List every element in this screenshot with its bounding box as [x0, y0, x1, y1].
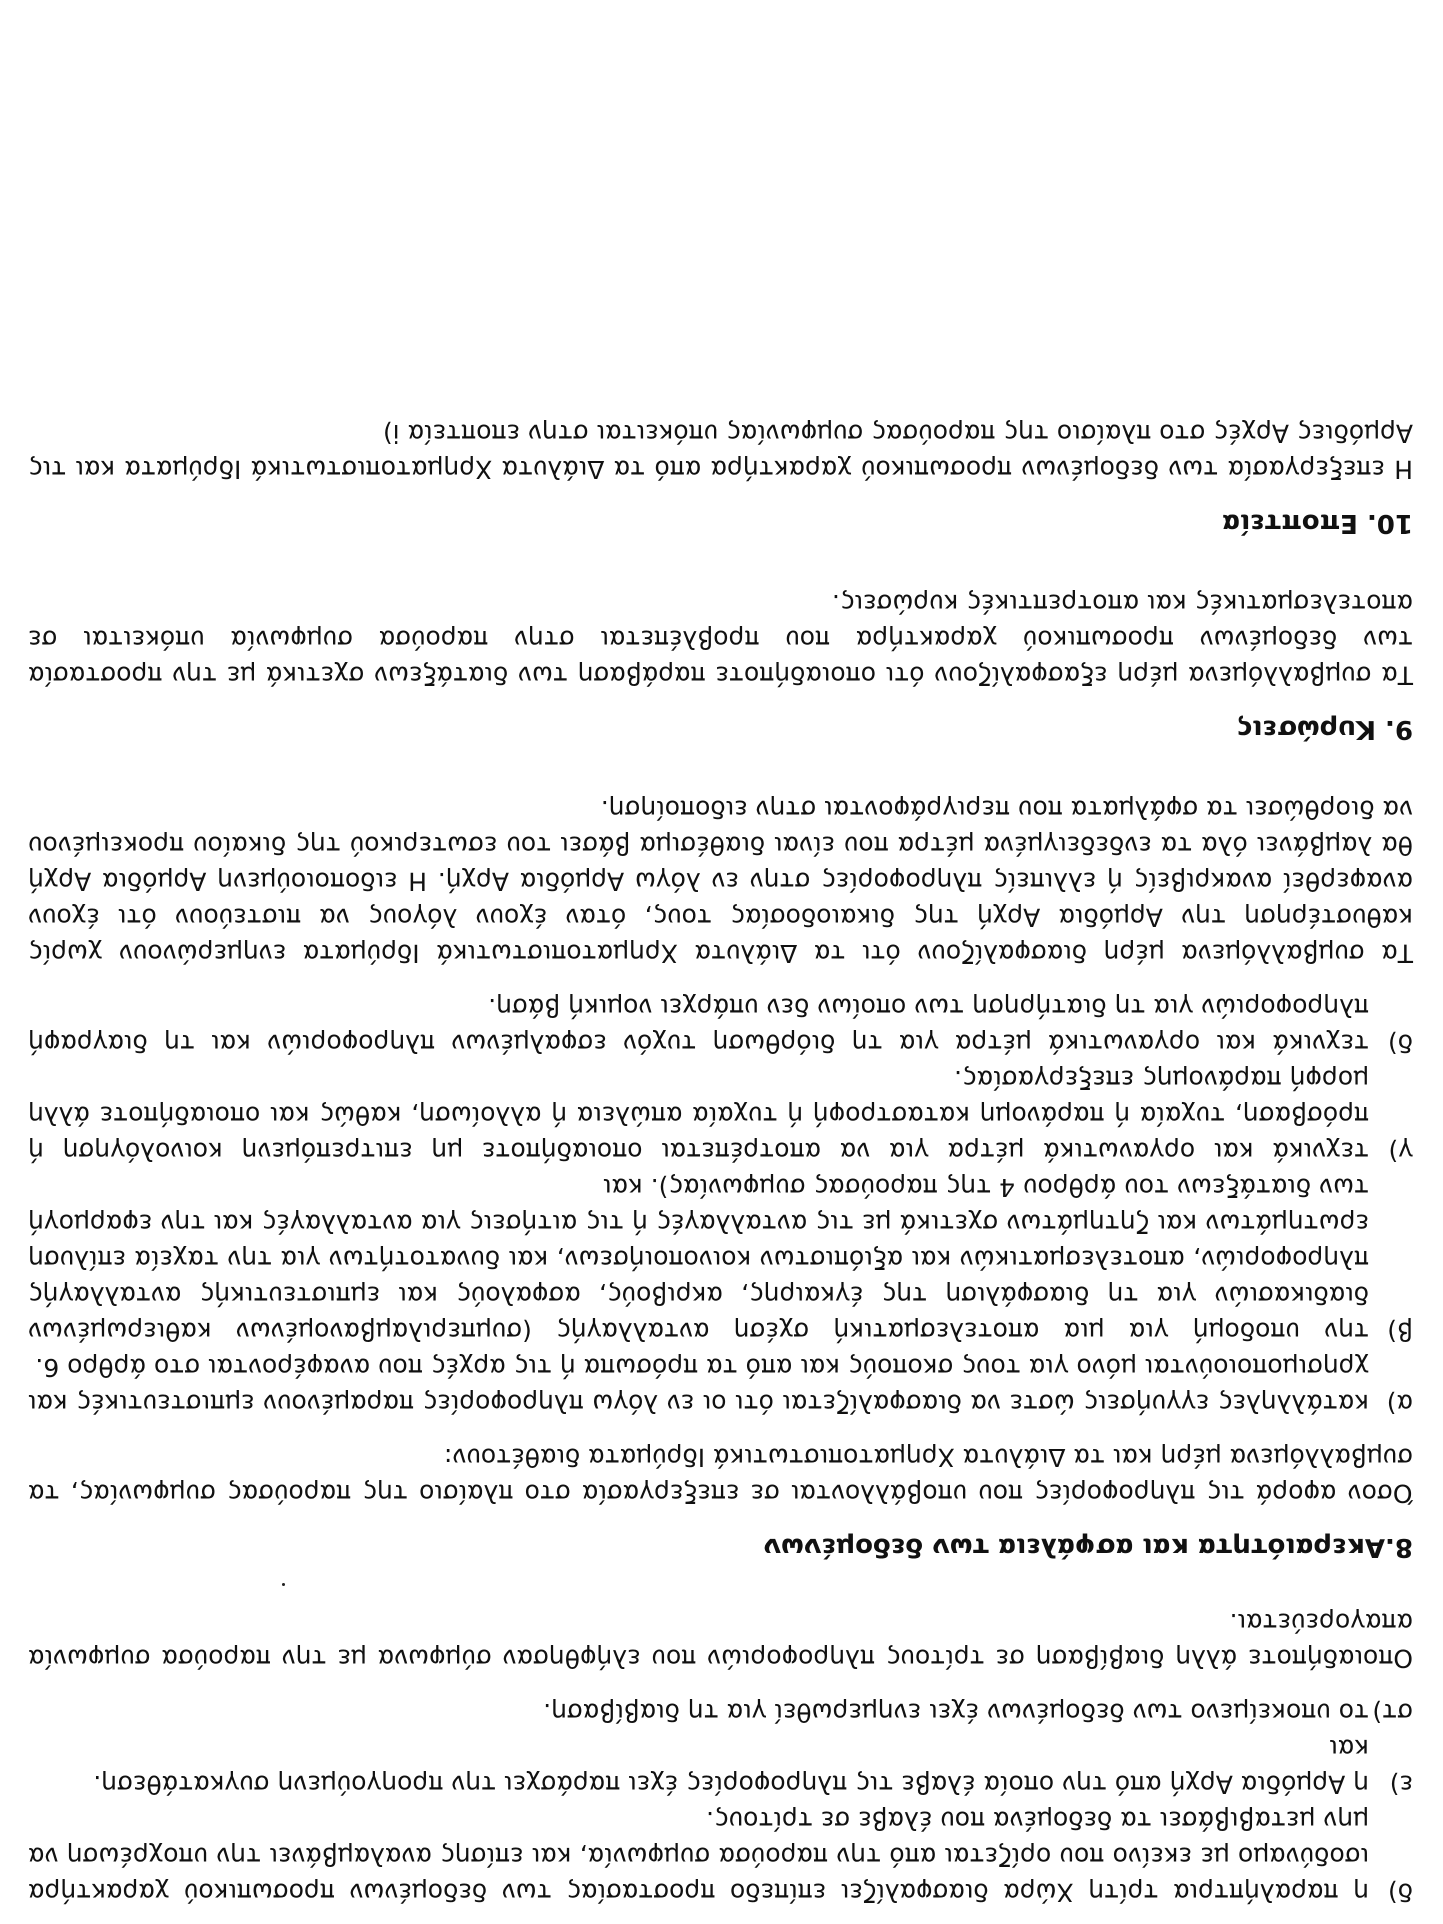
list-item [28, 1730, 1413, 1766]
list-item [28, 1802, 1413, 1910]
list-item-label: γ) [1388, 1137, 1413, 1166]
list-item-text: η παραλήπτρια τρίτη Χώρα διασφαλίζει επίπεδο προστασίας των δεδομένων προσωπικού χαρακτήρα ισοδύναμο με εκείνο που ορίζεται από την παρούσα συμφωνία, και επίσης αναλαμβάνει την υποχρέωση να μην μεταβιβάσει τα δεδομένα που έλαβε σε τρίτους. [28, 1806, 1369, 1907]
list-item-label: στ) [1372, 1698, 1413, 1727]
section-10-heading: 10. Εποπτεία [1222, 508, 1413, 538]
transfer-prohibition-paragraph: Οποιαδήποτε άλλη διαβίβαση σε τρίτους πληροφοριών που ελήφθησαν σύμφωνα με την παρούσα συμφωνία απαγορεύεται. [28, 1608, 1413, 1673]
list-item-label: δ) [1387, 1029, 1413, 1058]
document-body [28, 415, 1413, 1910]
list-item [28, 1766, 1413, 1802]
list-item-text: και [1329, 1734, 1369, 1763]
list-item [28, 1169, 1413, 1349]
list-item-text: κατάλληλες εγγυήσεις ώστε να διασφαλίζεται ότι οι εν λόγω πληροφορίες παραμένουν εμπιστευτικές και χρησιμοποιούνται μόνο για τους σκοπούς και από τα πρόσωπα ή τις αρχές που αναφέρονται στο άρθρο 6. [28, 1353, 1369, 1418]
section-8-closing: Τα συμβαλλόμενα μέρη διασφαλίζουν ότι τα Διάλυτα Χρηματοπιστωτικά Ιδρύματα ενημερώνουν χωρίς καθυστέρηση την Αρμόδια Αρχή της δικαιοδοσίας τους, όταν έχουν λόγους να πιστεύουν ότι έχουν αναφερθεί ανακριβείς ή ελλιπείς πληροφορίες στην εν λόγω Αρμόδια Αρχή. Η ειδοποιούμενη Αρμόδια Αρχή θα λαμβάνει όλα τα ενδεδειγμένα μέτρα που είναι διαθέσιμα βάσει του εσωτερικού της δικαίου προκειμένου να διορθώσει τα σφάλματα που περιγράφονται στην ειδοποίηση. [28, 795, 1413, 968]
list-item-label: δ) [1387, 1878, 1413, 1907]
list-item-text: η Αρμόδια Αρχή από την οποία έλαβε τις πληροφορίες έχει παράσχει την προηγούμενη συγκατάθεση. [93, 1770, 1369, 1799]
section-9-heading: 9. Κυρώσεις [1236, 714, 1413, 744]
section-10-text: Η επεξεργασία των δεδομένων προσωπικού χαρακτήρα από τα Διάλυτα Χρηματοπιστωτικά Ιδρύματα και τις Αρμόδιες Αρχές στο πλαίσιο της παρούσας συμφωνίας υπόκειται στην εποπτεία i) [28, 419, 1413, 484]
section-8-intro: Όσον αφορά τις πληροφορίες που υποβάλλονται σε επεξεργασία στο πλαίσιο της παρούσας συμφωνίας, τα συμβαλλόμενα μέρη και τα Διάλυτα Χρηματοπιστωτικά Ιδρύματα διαθέτουν: [28, 1443, 1413, 1508]
list-item-label: ε) [1389, 1770, 1413, 1799]
section-8-heading: 8.Ακεραιότητα και ασφάλεια των δεδομένων [763, 1532, 1413, 1562]
list-item-text: την υποδομή για μια αποτελεσματική σχέση ανταλλαγής (συμπεριλαμβανομένων καθιερωμένων διαδικασιών για τη διασφάλιση της έγκαιρης, ακριβούς, ασφαλούς και εμπιστευτικής ανταλλαγής πληροφοριών, αποτελεσματικών και αξιόπιστων κοινοποιήσεων, και δυνατοτήτων για την ταχεία επίλυση ερωτημάτων και ζητημάτων σχετικά με τις ανταλλαγές ή τις αιτήσεις για ανταλλαγές και την εφαρμογή των διατάξεων του άρθρου 4 της παρούσας συμφωνίας). και [28, 1173, 1369, 1346]
list-item-label: β) [1387, 1317, 1413, 1346]
section-9-text: Τα συμβαλλόμενα μέρη εξασφαλίζουν ότι οποιαδήποτε παράβαση των διατάξεων σχετικά με την προστασία των δεδομένων προσωπικού χαρακτήρα που προβλέπεται στην παρούσα συμφωνία υπόκειται σε αποτελεσματικές και αποτρεπτικές κυρώσεις. [28, 589, 1413, 690]
list-item [28, 1349, 1413, 1421]
list-item-text: τεχνικά και οργανωτικά μέτρα για τη διόρθωση τυχόν εσφαλμένων πληροφοριών και τη διαγραφή πληροφοριών για τη διατήρηση των οποίων δεν υπάρχει νομική βάση. [28, 993, 1369, 1058]
speck [282, 1583, 285, 1586]
list-item [28, 1061, 1413, 1169]
list-item [28, 989, 1413, 1061]
list-item-label: α) [1386, 1389, 1413, 1418]
list-item-text: το υποκείμενο των δεδομένων έχει ενημερωθεί για τη διαβίβαση. [543, 1698, 1369, 1727]
list-item [28, 1694, 1413, 1730]
list-item-text: τεχνικά και οργανωτικά μέτρα για να αποτρέπεται οποιαδήποτε μη επιτρεπόμενη κοινολόγηση ή πρόσβαση, τυχαία ή παράνομη καταστροφή ή τυχαία απώλεια ή αλλοίωση, καθώς και οποιαδήποτε άλλη μορφή παράνομης επεξεργασίας. [28, 1065, 1369, 1166]
